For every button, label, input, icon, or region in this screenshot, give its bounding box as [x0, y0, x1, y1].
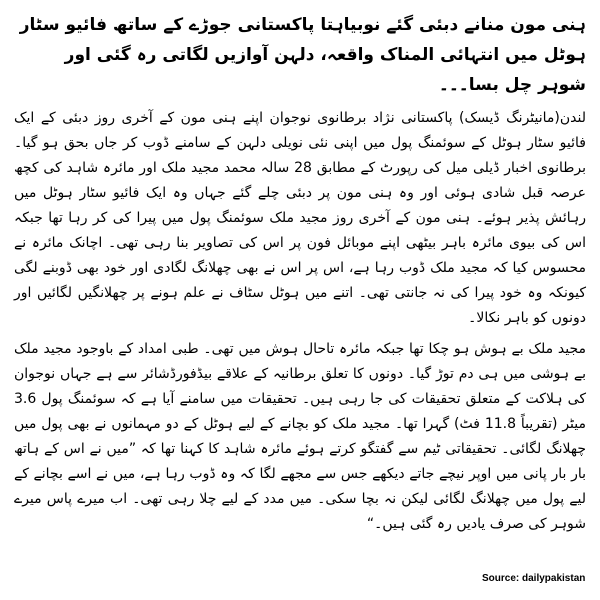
source-credit: Source: dailypakistan — [482, 573, 586, 584]
article-paragraph-1: لندن(مانیٹرنگ ڈیسک) پاکستانی نژاد برطانوی نوجوان اپنے ہنی مون کے آخری روز دبئی کے ایک فائیو سٹار ہوٹل کے سوئمنگ پول میں اپنی نئی نویلی دلہن کے سامنے ڈوب کر جاں بحق ہو گیا۔ برطانوی اخبار ڈیلی میل کی رپورٹ کے مطابق 28 سالہ محمد مجید ملک اور مائرہ شاہد کی کچھ عرصہ قبل شادی ہوئی اور وہ ہنی مون پر دبئی چلے گئے جہاں وہ ایک فائیو سٹار ہوٹل میں رہائش پذیر ہوئے۔ ہنی مون کے آخری روز مجید ملک سوئمنگ پول میں پیرا کی کر رہا تھا جبکہ اس کی بیوی مائرہ باہر بیٹھی اپنے موبائل فون پر اس کی تصاویر بنا رہی تھی۔ اچانک مائرہ نے محسوس کیا کہ مجید ملک ڈوب رہا ہے، اس پر اس نے بھی چھلانگ لگادی اور خود بھی ڈوبنے لگی کیونکہ وہ خود پیرا کی نہ جانتی تھی۔ اتنے میں ہوٹل سٹاف نے علم ہونے پر چھلانگیں لگائیں اور دونوں کو باہر نکالا۔ — [14, 110, 586, 326]
article-paragraph-2: مجید ملک بے ہوش ہو چکا تھا جبکہ مائرہ تاحال ہوش میں تھی۔ طبی امداد کے باوجود مجید ملک بے ہوشی میں ہی دم توڑ گیا۔ دونوں کا تعلق برطانیہ کے علاقے بیڈفورڈشائر سے ہے جہاں نوجوان کی ہلاکت کے متعلق تحقیقات کی جا رہی ہیں۔ تحقیقات میں سامنے آیا ہے کہ سوئمنگ پول 3.6 میٹر (تقریباً 11.8 فٹ) گہرا تھا۔ مجید ملک کو بچانے کے لیے ہوٹل کے دو مہمانوں نے بھی پول میں چھلانگ لگائی۔ تحقیقاتی ٹیم سے گفتگو کرتے ہوئے مائرہ شاہد کا کہنا تھا کہ ”میں نے اس کے ہاتھ بار بار پانی میں اوپر نیچے جاتے دیکھے جس سے مجھے لگا کہ وہ ڈوب رہا ہے، میں نے اسے بچانے کے لیے پول میں چھلانگ لگائی لیکن نہ بچا سکی۔ میں مدد کے لیے چلا رہی تھی۔ اب میرے پاس میرے شوہر کی صرف یادیں رہ گئی ہیں۔“ — [14, 341, 586, 532]
article-headline: ہنی مون منانے دبئی گئے نوبیاہتا پاکستانی جوڑے کے ساتھ فائیو سٹار ہوٹل میں انتہائی المناک واقعہ، دلہن آوازیں لگاتی رہ گئی اور شوہر چل بسا۔۔۔ — [19, 15, 586, 95]
